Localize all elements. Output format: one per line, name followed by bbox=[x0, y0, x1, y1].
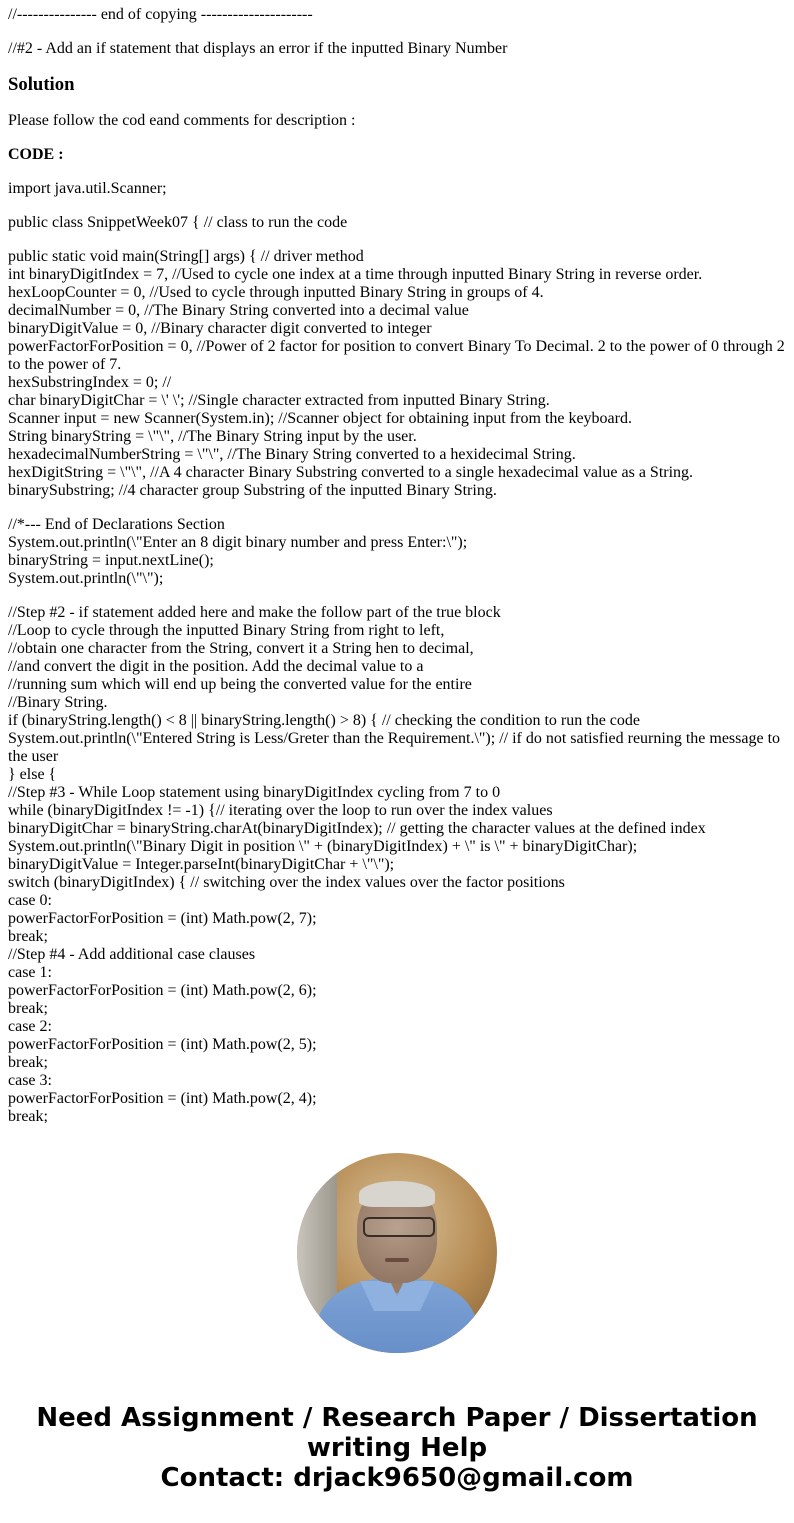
code-block bbox=[8, 180, 788, 198]
code-line: System.out.println(\"Enter an 8 digit binary number and press Enter:\"); bbox=[8, 534, 468, 551]
code-line: import java.util.Scanner; bbox=[8, 180, 167, 197]
intro-line-2: //#2 - Add an if statement that displays an error if the inputted Binary Number bbox=[8, 40, 508, 57]
code-line: case 1: bbox=[8, 964, 52, 981]
code-line: break; bbox=[8, 1000, 48, 1017]
code-line: break; bbox=[8, 928, 48, 945]
code-line: char binaryDigitChar = \' \'; //Single character extracted from inputted Binary String. bbox=[8, 392, 550, 409]
code-line: //and convert the digit in the position. Add the decimal value to a bbox=[8, 658, 424, 675]
contact-banner bbox=[0, 1403, 794, 1493]
code-block bbox=[8, 516, 788, 588]
code-line: Scanner input = new Scanner(System.in); //Scanner object for obtaining input from the keyboard. bbox=[8, 410, 632, 427]
code-line: powerFactorForPosition = 0, //Power of 2 factor for position to convert Binary To Decimal. 2 to the power of 0 through 2 to the power of 7. bbox=[8, 338, 785, 373]
code-line: System.out.println(\"Entered String is Less/Greter than the Requirement.\"); // if do not satisfied reurning the message to the user bbox=[8, 730, 781, 765]
code-line: binaryString = input.nextLine(); bbox=[8, 552, 214, 569]
code-line: //obtain one character from the String, convert it a String hen to decimal, bbox=[8, 640, 474, 657]
code-line: public static void main(String[] args) { // driver method bbox=[8, 248, 364, 265]
banner-contact[interactable]: Contact: drjack9650@gmail.com bbox=[160, 1463, 634, 1493]
solution-heading: Solution bbox=[8, 74, 75, 95]
code-line: powerFactorForPosition = (int) Math.pow(2, 5); bbox=[8, 1036, 317, 1053]
code-line: String binaryString = \"\", //The Binary String input by the user. bbox=[8, 428, 417, 445]
code-line: //*--- End of Declarations Section bbox=[8, 516, 225, 533]
code-line: hexDigitString = \"\", //A 4 character Binary Substring converted to a single hexadecimal value as a String. bbox=[8, 464, 694, 481]
code-line: //Step #3 - While Loop statement using binaryDigitIndex cycling from 7 to 0 bbox=[8, 784, 501, 801]
code-line: powerFactorForPosition = (int) Math.pow(2, 7); bbox=[8, 910, 317, 927]
code-line: //Binary String. bbox=[8, 694, 108, 711]
description-text: Please follow the cod eand comments for description : bbox=[8, 112, 356, 129]
code-line: //Loop to cycle through the inputted Binary String from right to left, bbox=[8, 622, 445, 639]
solution-content bbox=[8, 6, 788, 1123]
code-line: case 3: bbox=[8, 1072, 52, 1089]
code-listing bbox=[8, 180, 788, 1123]
code-line: } else { bbox=[8, 766, 57, 783]
code-line: break; bbox=[8, 1108, 48, 1123]
code-line: if (binaryString.length() < 8 || binaryString.length() > 8) { // checking the condition to run the code bbox=[8, 712, 640, 729]
code-block bbox=[8, 604, 788, 1123]
code-line: public class SnippetWeek07 { // class to run the code bbox=[8, 214, 348, 231]
code-line: case 2: bbox=[8, 1018, 52, 1035]
code-line: hexSubstringIndex = 0; // bbox=[8, 374, 172, 391]
code-line: System.out.println(\"Binary Digit in position \" + (binaryDigitIndex) + \" is \" + binaryDigitChar); bbox=[8, 838, 638, 855]
code-line: binarySubstring; //4 character group Substring of the inputted Binary String. bbox=[8, 482, 497, 499]
code-heading: CODE : bbox=[8, 146, 64, 163]
code-line: while (binaryDigitIndex != -1) {// iterating over the loop to run over the index values bbox=[8, 802, 553, 819]
code-block bbox=[8, 248, 788, 500]
code-line: hexadecimalNumberString = \"\", //The Binary String converted to a hexidecimal String. bbox=[8, 446, 576, 463]
code-line: powerFactorForPosition = (int) Math.pow(2, 4); bbox=[8, 1090, 317, 1107]
code-line: hexLoopCounter = 0, //Used to cycle through inputted Binary String in groups of 4. bbox=[8, 284, 544, 301]
code-line: //Step #4 - Add additional case clauses bbox=[8, 946, 256, 963]
code-line: binaryDigitValue = 0, //Binary character digit converted to integer bbox=[8, 320, 432, 337]
code-line: binaryDigitValue = Integer.parseInt(binaryDigitChar + \"\"); bbox=[8, 856, 395, 873]
code-line: case 0: bbox=[8, 892, 52, 909]
banner-line-1: Need Assignment / Research Paper / Dissertation bbox=[36, 1403, 758, 1433]
author-photo bbox=[297, 1153, 497, 1353]
code-block bbox=[8, 214, 788, 232]
code-line: //Step #2 - if statement added here and make the follow part of the true block bbox=[8, 604, 501, 621]
code-line: binaryDigitChar = binaryString.charAt(binaryDigitIndex); // getting the character values at the defined index bbox=[8, 820, 706, 837]
code-line: break; bbox=[8, 1054, 48, 1071]
code-line: //running sum which will end up being the converted value for the entire bbox=[8, 676, 472, 693]
code-line: switch (binaryDigitIndex) { // switching over the index values over the factor positions bbox=[8, 874, 565, 891]
intro-line-1: //--------------- end of copying --------------------- bbox=[8, 6, 313, 23]
code-line: System.out.println(\"\"); bbox=[8, 570, 164, 587]
code-line: decimalNumber = 0, //The Binary String converted into a decimal value bbox=[8, 302, 469, 319]
code-line: int binaryDigitIndex = 7, //Used to cycle one index at a time through inputted Binary String in reverse order. bbox=[8, 266, 703, 283]
banner-line-2: writing Help bbox=[306, 1433, 488, 1463]
code-line: powerFactorForPosition = (int) Math.pow(2, 6); bbox=[8, 982, 317, 999]
